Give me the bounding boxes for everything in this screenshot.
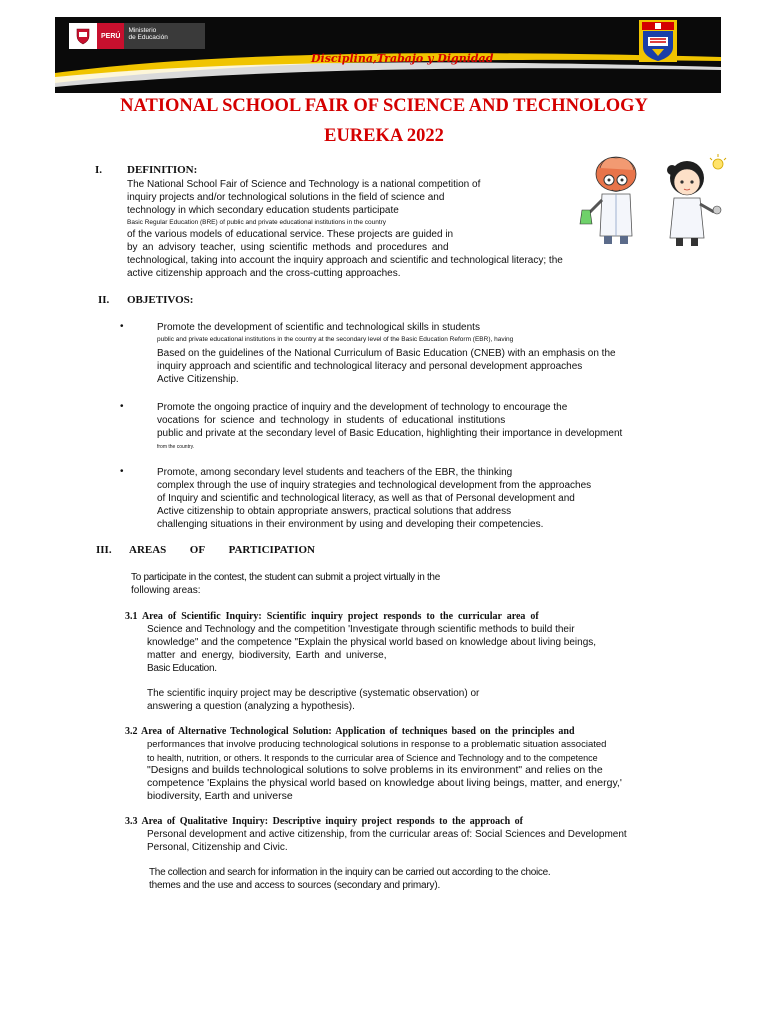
objective-line: Promote, among secondary level students and teachers of the EBR, the thinking [157,467,513,478]
area-3-3-line: Personal, Citizenship and Civic. [147,842,288,853]
country-label: PERÚ [97,23,124,49]
area-3-3-note: The collection and search for information in the inquiry can be carried out according to the choice. [149,867,551,878]
area-3-2-line: performances that involve producing technological solutions in response to a problematic situation associated [147,739,607,750]
definition-line: of the various models of educational service. These projects are guided in [127,229,454,240]
page-title: NATIONAL SCHOOL FAIR OF SCIENCE AND TECHNOLOGY [120,96,648,116]
school-crest-icon [638,19,678,63]
ministry-label: Ministerio de Educación [124,23,205,49]
definition-line: inquiry projects and/or technological solutions in the field of science and [127,192,445,203]
definition-line: active citizenship approach and the cross-cutting approaches. [127,268,401,279]
section-3-number: III. [96,544,112,556]
objective-line: from the country. [157,444,195,450]
bullet-icon: • [120,466,124,477]
objective-line: inquiry approach and scientific and technological literacy and personal development approaches [157,361,583,372]
header-banner [55,17,721,93]
area-3-2-line: biodiversity, Earth and universe [147,790,293,802]
objective-line: Active Citizenship. [157,374,239,385]
area-3-1-heading: 3.1 Area of Scientific Inquiry: Scientific inquiry project responds to the curricular area of [125,611,539,622]
section-1-heading: DEFINITION: [127,164,198,176]
area-3-3-heading: 3.3 Area of Qualitative Inquiry: Descriptive inquiry project responds to the approach of [125,816,523,827]
objective-line: Promote the development of scientific and technological skills in students [157,322,480,333]
objective-line: complex through the use of inquiry strategies and technological development from the approaches [157,480,592,491]
ministry-logo [69,23,205,49]
objective-line: public and private educational institutions in the country at the secondary level of the Basic Education Reform (EBR), having [157,336,514,343]
bullet-icon: • [120,321,124,332]
objective-line: vocations for science and technology in students of educational institutions [157,415,506,426]
objective-line: Based on the guidelines of the National Curriculum of Basic Education (CNEB) with an emphasis on the [157,348,616,359]
section-2-heading: OBJETIVOS: [127,294,194,306]
areas-intro-line: following areas: [131,585,201,596]
area-3-3-line: Personal development and active citizenship, from the curricular areas of: Social Sciences and Development [147,829,627,840]
objective-line: public and private at the secondary level of Basic Education, highlighting their importance in development [157,428,623,439]
area-3-1-line: knowledge" and the competence "Explain the physical world based on knowledge about living beings, [147,637,597,648]
area-3-1-line: Basic Education. [147,663,217,674]
area-3-3-note: themes and the use and access to sources (secondary and primary). [149,880,441,891]
definition-line: technological, taking into account the inquiry approach and scientific and technological literacy; the [127,255,563,266]
section-3-heading: AREAS OF PARTICIPATION [129,544,315,556]
area-3-2-line: competence 'Explains the physical world based on knowledge about living beings, matter, and energy,' [147,777,622,789]
area-3-1-line: matter and energy, biodiversity, Earth and universe, [147,650,387,661]
section-2-number: II. [98,294,110,306]
definition-line: technology in which secondary education students participate [127,205,399,216]
objective-line: of Inquiry and scientific and technological literacy, as well as that of Personal development and [157,493,575,504]
objective-line: challenging situations in their environment by using and developing their competencies. [157,519,544,530]
objective-line: Promote the ongoing practice of inquiry and the development of technology to encourage the [157,402,568,413]
section-1-number: I. [95,164,103,176]
page-subtitle: EUREKA 2022 [324,126,444,146]
area-3-1-note: answering a question (analyzing a hypothesis). [147,701,355,712]
area-3-1-line: Science and Technology and the competition 'Investigate through scientific methods to build their [147,624,575,635]
area-3-2-heading: 3.2 Area of Alternative Technological Solution: Application of techniques based on the principles and [125,726,575,737]
area-3-1-note: The scientific inquiry project may be descriptive (systematic observation) or [147,688,480,699]
areas-intro-line: To participate in the contest, the student can submit a project virtually in the [131,572,440,583]
area-3-2-line: to health, nutrition, or others. It responds to the curricular area of Science and Technology and to the competence [147,753,598,763]
bullet-icon: • [120,401,124,412]
definition-line: Basic Regular Education (BRE) of public and private educational institutions in the country [127,219,387,226]
definition-line: by an advisory teacher, using scientific methods and procedures and [127,242,449,253]
definition-line: The National School Fair of Science and Technology is a national competition of [127,179,481,190]
peru-shield-icon [69,23,97,49]
area-3-2-line: "Designs and builds technological solutions to solve problems in its environment" and relies on the [147,764,603,776]
scientists-illustration [574,148,734,252]
objective-line: Active citizenship to obtain appropriate answers, practical solutions that address [157,506,512,517]
school-motto: Disciplina,Trabajo y Dignidad [311,52,494,65]
